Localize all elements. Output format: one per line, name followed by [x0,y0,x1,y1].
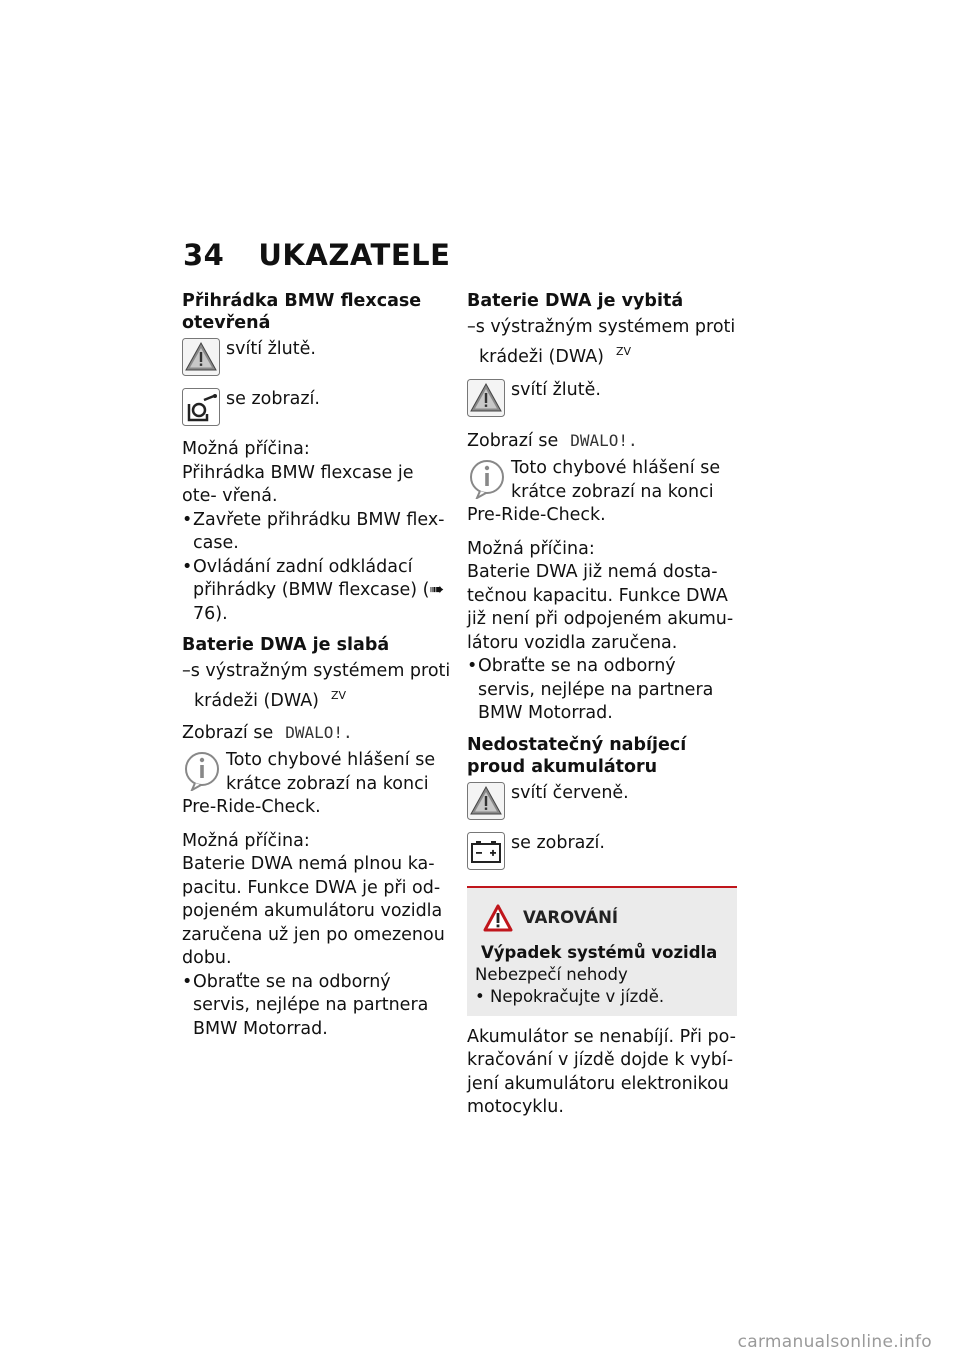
indicator-text: se zobrazí. [511,832,605,853]
display-code: DWALO!. [570,430,638,450]
cause-text: Baterie DWA již nemá dosta- tečnou kapacitu. Funkce DWA již není při odpojeném akumu- látoru vozidla zaručena. [467,562,734,653]
warning-label: VAROVÁNÍ [523,908,619,928]
cause-label: Možná příčina: [182,830,310,851]
indicator-text: svítí červeně. [511,782,629,803]
section-title-dwa-weak: Baterie DWA je slabá [182,635,390,655]
warning-header [475,904,729,932]
indicator-row [182,388,452,432]
equipment-note: –s výstražným systémem proti krádeži (DWA) $^{ZV}$ [467,317,736,367]
charging-explanation: Akumulátor se nenabíjí. Při po- kračování v jízdě dojde k vybí- jení akumulátoru elektronikou motocyklu. [467,1026,736,1118]
warning-triangle-icon [467,782,505,820]
section-title-charging: Nedostatečný nabíjecí proud akumulátoru [467,734,687,777]
info-note [467,457,737,528]
indicator-row [467,782,737,826]
display-code: DWALO!. [285,722,353,742]
left-column [182,290,452,1041]
flexcase-icon [182,388,220,426]
info-icon [467,457,507,499]
action-bullet: • Obraťte se na odborný servis, nejlépe na partnera BMW Motorrad. [467,655,737,726]
action-bullet: • Obraťte se na odborný servis, nejlépe na partnera BMW Motorrad. [182,971,452,1042]
warning-triangle-icon [467,379,505,417]
action-bullet: • Zavřete přihrádku BMW flex- case. [182,509,452,556]
info-note [182,749,452,820]
indicator-text: se zobrazí. [226,389,320,409]
info-text: Toto chybové hlášení se krátce zobrazí na konci Pre-Ride-Check. [467,458,721,526]
warning-bullet: • Nepokračujte v jízdě. [475,986,665,1006]
indicator-row [182,338,452,382]
cause-text: Baterie DWA nemá plnou ka- pacitu. Funkce DWA je při od- pojeném akumulátoru vozidla zaručena už jen po omezenou dobu. [182,854,445,969]
page-number: 34 [183,238,225,272]
warning-sign-icon [483,904,513,932]
battery-icon [467,832,505,870]
cause-label: Možná příčina: [182,439,310,459]
page-header [183,238,450,272]
indicator-row [467,832,737,876]
warning-triangle-icon [182,338,220,376]
warning-box [467,886,737,1016]
watermark: carmanualsonline.info [737,1332,932,1352]
cause-text: Přihrádka BMW flexcase je ote- vřená. [182,462,414,506]
warning-subtitle: Výpadek systémů vozidla [481,942,718,962]
display-line: Zobrazí se DWALO!. [182,722,353,743]
info-text: Toto chybové hlášení se krátce zobrazí na konci Pre-Ride-Check. [182,750,436,818]
info-icon [182,749,222,791]
right-column [467,290,737,1120]
equipment-code: ZV [331,688,347,702]
indicator-text: svítí žlutě. [226,339,316,359]
section-title-dwa-empty: Baterie DWA je vybitá [467,291,684,311]
action-bullet: • Ovládání zadní odkládací přihrádky (BMW flexcase) (➠ 76). [182,556,452,627]
page-title: UKAZATELE [258,238,451,272]
equipment-note: –s výstražným systémem proti krádeži (DWA) $^{ZV}$ [182,661,451,711]
cause-label: Možná příčina: [467,538,595,559]
indicator-text: svítí žlutě. [511,379,601,400]
section-title-flexcase: Přihrádka BMW flexcase otevřená [182,291,422,333]
display-line: Zobrazí se DWALO!. [467,430,638,451]
indicator-row [467,379,737,423]
equipment-code: ZV [616,344,632,358]
warning-text: Nebezpečí nehody [475,964,628,984]
